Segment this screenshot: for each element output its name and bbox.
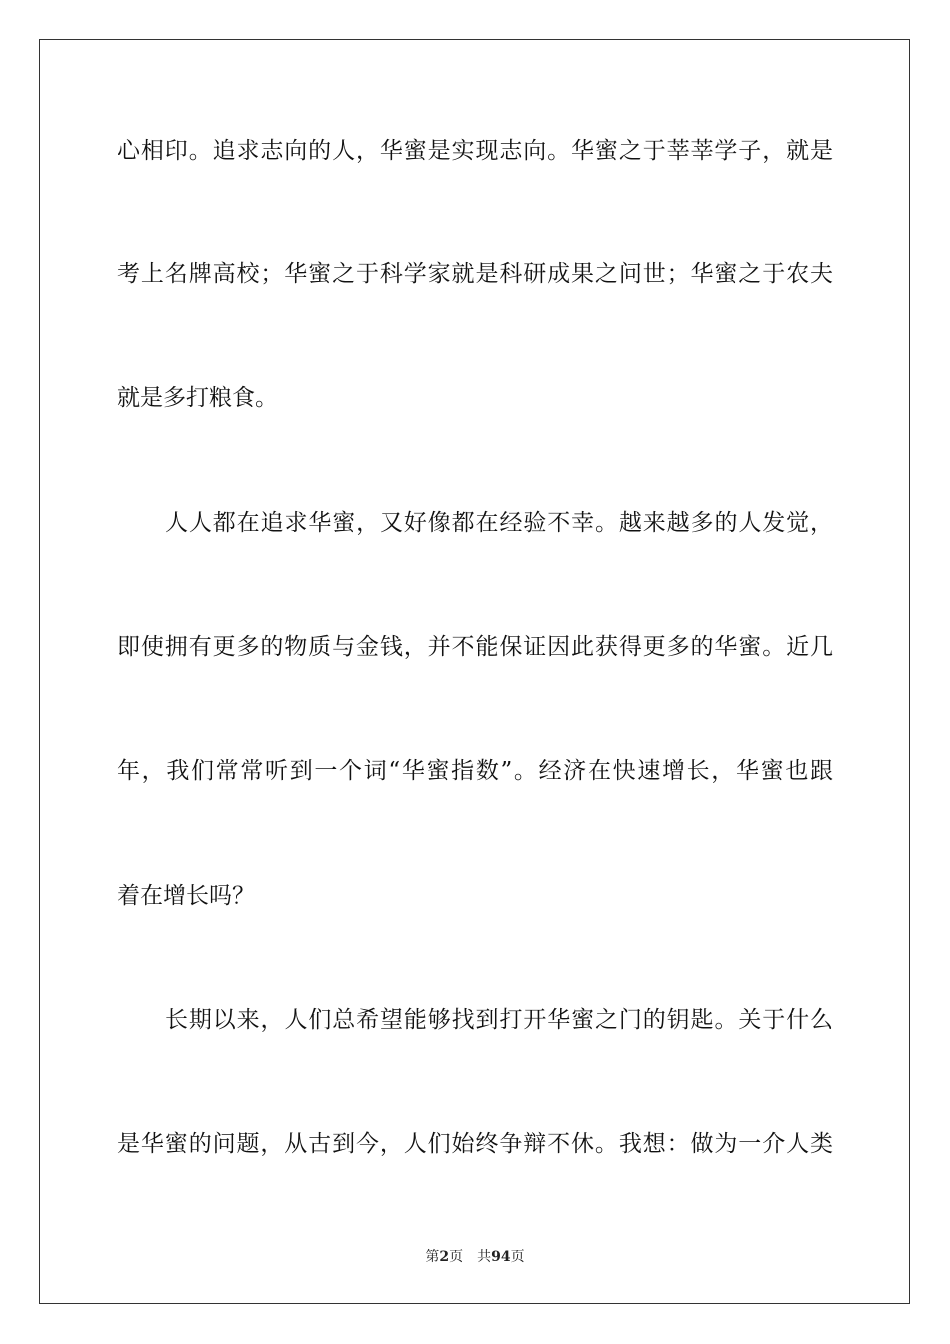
text-line-8: 长期以来，人们总希望能够找到打开华蜜之门的钥匙。关于什么	[165, 1007, 833, 1033]
page-footer	[0, 1246, 950, 1266]
page-number: 2	[439, 1249, 450, 1265]
total-suffix: 页	[510, 1249, 525, 1265]
text-line-9: 是华蜜的问题，从古到今，人们始终争辩不休。我想：做为一介人类	[117, 1131, 833, 1157]
total-prefix: 共	[477, 1249, 492, 1265]
page-border	[39, 39, 910, 1304]
page-suffix: 页	[449, 1249, 464, 1265]
text-line-5: 即使拥有更多的物质与金钱，并不能保证因此获得更多的华蜜。近几	[117, 634, 833, 660]
text-line-3: 就是多打粮食。	[117, 385, 278, 411]
text-line-7: 着在增长吗？	[117, 883, 255, 909]
text-line-6: 年，我们常常听到一个词“华蜜指数”。经济在快速增长，华蜜也跟	[117, 758, 833, 784]
total-pages: 94	[491, 1249, 511, 1265]
page-prefix: 第	[425, 1249, 440, 1265]
text-line-1: 心相印。追求志向的人，华蜜是实现志向。华蜜之于莘莘学子，就是	[117, 138, 833, 164]
text-line-4: 人人都在追求华蜜，又好像都在经验不幸。越来越多的人发觉，	[165, 510, 833, 536]
text-line-2: 考上名牌高校；华蜜之于科学家就是科研成果之问世；华蜜之于农夫	[117, 261, 833, 287]
